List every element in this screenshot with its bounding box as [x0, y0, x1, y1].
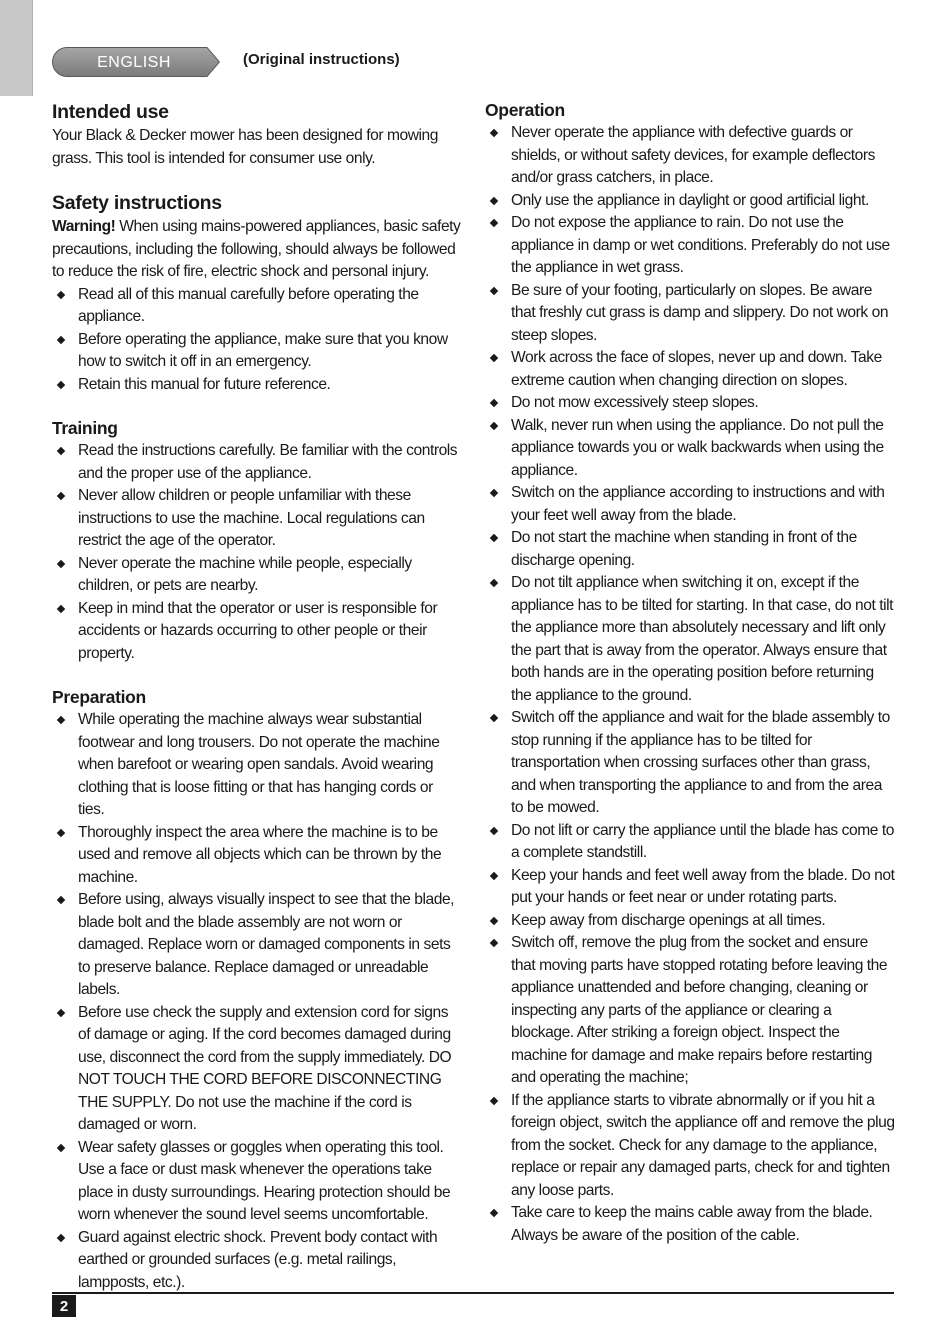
preparation-heading: Preparation [52, 687, 146, 707]
operation-heading: Operation [485, 100, 565, 120]
left-column [52, 96, 462, 1294]
language-badge [52, 47, 220, 77]
diamond-bullet-icon [57, 716, 65, 724]
list-item [52, 485, 462, 553]
list-item-text: If the appliance starts to vibrate abnormally or if you hit a foreign object, switch the appliance off and remove the plug from the socket. Check for any damage to the appliance, replace or repair any damaged parts, check for and tighten any loose parts. [511, 1091, 895, 1199]
diamond-bullet-icon [57, 828, 65, 836]
diamond-bullet-icon [57, 559, 65, 567]
warning-text: When using mains-powered appliances, basic safety precautions, including the following, should always be followed to reduce the risk of fire, electric shock and personal injury. [52, 218, 461, 280]
list-item [485, 865, 895, 910]
intended-use-heading: Intended use [52, 101, 169, 123]
training-list [52, 440, 462, 665]
safety-warning-paragraph [52, 216, 462, 284]
list-item [485, 212, 895, 280]
list-item-text: Thoroughly inspect the area where the machine is to be used and remove all objects which can be thrown by the machine. [78, 823, 442, 886]
list-item [485, 1090, 895, 1203]
list-item-text: Do not start the machine when standing in front of the discharge opening. [511, 529, 857, 569]
diamond-bullet-icon [490, 196, 498, 204]
diamond-bullet-icon [57, 380, 65, 388]
list-item-text: Keep away from discharge openings at all times. [511, 911, 826, 929]
list-item-text: While operating the machine always wear substantial footwear and long trousers. Do not operate the machine when barefoot or wearing open sandals. Avoid wearing clothing that is loose fitting or that has hanging cords or ties. [78, 711, 440, 818]
list-item [485, 415, 895, 483]
list-item-text: Never operate the appliance with defective guards or shields, or without safety devices, for example deflectors and/or grass catchers, in place. [511, 124, 875, 186]
list-item-text: Before use check the supply and extension cord for signs of damage or aging. If the cord becomes damaged during use, disconnect the cord from the supply immediately. DO NOT TOUCH THE CORD BEFORE DISCONNECTING THE SUPPLY. Do not use the machine if the cord is damaged or worn. [78, 1003, 452, 1133]
list-item [52, 1227, 462, 1295]
list-item-text: Guard against electric shock. Prevent body contact with earthed or grounded surfaces (e.g. metal railings, lampposts, etc.). [78, 1228, 438, 1291]
language-label: ENGLISH [97, 54, 171, 71]
list-item-text: Read the instructions carefully. Be familiar with the controls and the proper use of the appliance. [78, 442, 458, 482]
footer-rule [52, 1292, 894, 1294]
operation-list [485, 122, 895, 1247]
list-item-text: Switch on the appliance according to instructions and with your feet well away from the blade. [511, 484, 885, 524]
list-item [52, 553, 462, 598]
diamond-bullet-icon [57, 335, 65, 343]
list-item-text: Work across the face of slopes, never up and down. Take extreme caution when changing direction on slopes. [511, 349, 882, 389]
list-item [52, 1002, 462, 1137]
safety-instructions-heading: Safety instructions [52, 192, 222, 214]
list-item [485, 280, 895, 348]
diamond-bullet-icon [57, 1143, 65, 1151]
list-item [52, 598, 462, 666]
list-item [485, 122, 895, 190]
diamond-bullet-icon [490, 421, 498, 429]
right-column [485, 96, 895, 1247]
section-preparation [52, 685, 462, 1294]
list-item [485, 820, 895, 865]
diamond-bullet-icon [490, 399, 498, 407]
list-item-text: Do not expose the appliance to rain. Do not use the appliance in damp or wet conditions. Preferably do not use the appliance in wet grass. [511, 214, 890, 276]
list-item [52, 822, 462, 890]
list-item-text: Before using, always visually inspect to see that the blade, blade bolt and the blade assembly are not worn or damaged. Replace worn or damaged components in sets to preserve balance. Replace damaged or unreadable labels. [78, 891, 455, 998]
diamond-bullet-icon [57, 896, 65, 904]
list-item [52, 374, 462, 397]
preparation-list [52, 709, 462, 1294]
list-item-text: Keep in mind that the operator or user is responsible for accidents or hazards occurring to other people or their property. [78, 599, 438, 662]
diamond-bullet-icon [490, 826, 498, 834]
list-item [52, 709, 462, 822]
section-intended-use [52, 99, 462, 170]
side-tab [0, 0, 33, 96]
diamond-bullet-icon [57, 1008, 65, 1016]
list-item-text: Switch off the appliance and wait for the blade assembly to stop running if the appliance has to be tilted for transportation when crossing surfaces other than grass, and when transporting the appliance to and from the area to be mowed. [511, 709, 890, 816]
list-item [485, 707, 895, 820]
list-item-text: Keep your hands and feet well away from the blade. Do not put your hands or feet near or under rotating parts. [511, 866, 895, 906]
diamond-bullet-icon [490, 219, 498, 227]
list-item-text: Do not tilt appliance when switching it on, except if the appliance has to be tilted for starting. In that case, do not tilt the appliance more than absolutely necessary and lift only the part that is away from the operator. Always ensure that both hands are in the operating position before returning the appliance to the ground. [511, 574, 894, 704]
diamond-bullet-icon [490, 579, 498, 587]
diamond-bullet-icon [490, 354, 498, 362]
original-instructions-label: (Original instructions) [243, 51, 400, 68]
list-item-text: Never operate the machine while people, especially children, or pets are nearby. [78, 554, 412, 594]
list-item-text: Switch off, remove the plug from the socket and ensure that moving parts have stopped rotating before leaving the appliance unattended and before changing, cleaning or inspecting any parts of the appliance or clearing a blockage. After striking a foreign object. Inspect the machine for damage and make repairs before restarting and operating the machine; [511, 934, 888, 1086]
list-item-text: Only use the appliance in daylight or good artificial light. [511, 191, 869, 209]
diamond-bullet-icon [57, 1233, 65, 1241]
list-item-text: Do not lift or carry the appliance until the blade has come to a complete standstill. [511, 821, 894, 861]
list-item [52, 440, 462, 485]
training-heading: Training [52, 418, 118, 438]
list-item [485, 1202, 895, 1247]
diamond-bullet-icon [490, 916, 498, 924]
list-item-text: Never allow children or people unfamiliar with these instructions to use the machine. Local regulations can restrict the age of the operator. [78, 487, 425, 549]
diamond-bullet-icon [490, 871, 498, 879]
list-item-text: Read all of this manual carefully before operating the appliance. [78, 285, 419, 325]
list-item [485, 910, 895, 933]
diamond-bullet-icon [490, 286, 498, 294]
diamond-bullet-icon [490, 939, 498, 947]
diamond-bullet-icon [57, 492, 65, 500]
diamond-bullet-icon [490, 534, 498, 542]
page-number: 2 [52, 1295, 76, 1317]
diamond-bullet-icon [490, 489, 498, 497]
diamond-bullet-icon [57, 290, 65, 298]
list-item-text: Wear safety glasses or goggles when operating this tool. Use a face or dust mask whenever the operations take place in dusty surroundings. Hearing protection should be worn whenever the sound level seems uncomfortable. [78, 1138, 451, 1223]
diamond-bullet-icon [490, 1209, 498, 1217]
list-item-text: Be sure of your footing, particularly on slopes. Be aware that freshly cut grass is damp and slippery. Do not work on steep slopes. [511, 281, 889, 344]
list-item-text: Before operating the appliance, make sure that you know how to switch it off in an emergency. [78, 330, 448, 370]
list-item [485, 932, 895, 1090]
safety-list [52, 284, 462, 397]
diamond-bullet-icon [57, 447, 65, 455]
section-safety-instructions [52, 190, 462, 396]
list-item-text: Do not mow excessively steep slopes. [511, 394, 759, 411]
list-item [485, 392, 895, 415]
list-item [52, 329, 462, 374]
diamond-bullet-icon [490, 1096, 498, 1104]
diamond-bullet-icon [490, 129, 498, 137]
list-item-text: Take care to keep the mains cable away from the blade. Always be aware of the position of the cable. [511, 1204, 873, 1244]
warning-label: Warning! [52, 218, 116, 235]
list-item [485, 527, 895, 572]
list-item [485, 482, 895, 527]
section-training [52, 416, 462, 665]
intended-use-text: Your Black & Decker mower has been designed for mowing grass. This tool is intended for consumer use only. [52, 127, 438, 167]
diamond-bullet-icon [57, 604, 65, 612]
list-item [52, 889, 462, 1002]
diamond-bullet-icon [490, 714, 498, 722]
list-item [52, 1137, 462, 1227]
list-item [485, 190, 895, 213]
list-item-text: Walk, never run when using the appliance. Do not pull the appliance towards you or walk backwards when using the appliance. [511, 416, 884, 479]
section-operation [485, 98, 895, 1247]
list-item [485, 572, 895, 707]
list-item [485, 347, 895, 392]
list-item [52, 284, 462, 329]
list-item-text: Retain this manual for future reference. [78, 375, 331, 393]
